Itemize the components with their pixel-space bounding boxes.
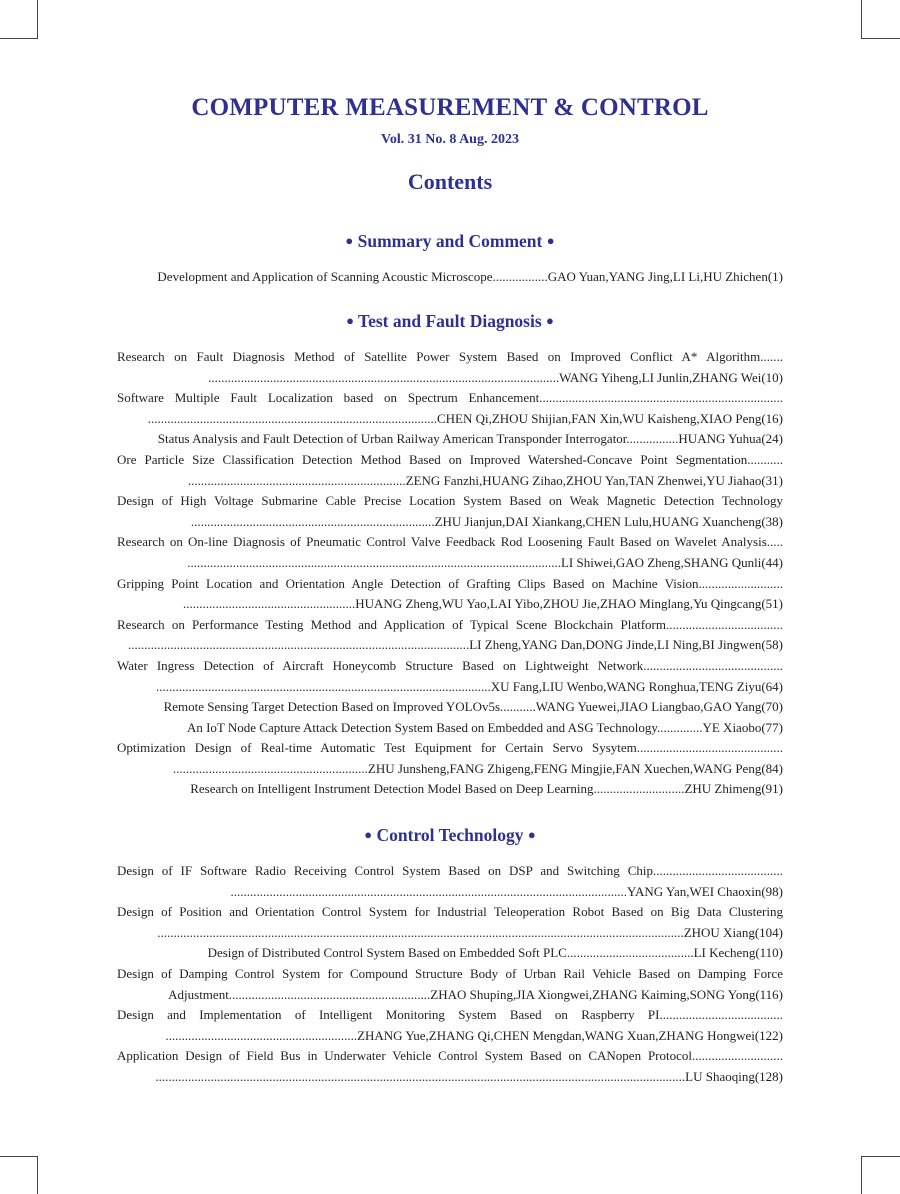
entry-line: ..........................................................................................................................YANG Yan,WEI Chaoxin(98) [230,883,783,899]
bullet-icon: ● [346,313,354,328]
entry-line: Design and Implementation of Intelligent Monitoring System Based on Raspberry PI...................................... [117,1007,783,1023]
toc-entry[interactable] [117,574,783,615]
entry-line: Software Multiple Fault Localization based on Spectrum Enhancement........................................................................... [117,390,783,406]
crop-mark-bottom-right-h [861,1156,900,1157]
bullet-icon: ● [546,233,555,248]
toc-entry[interactable] [117,347,783,388]
crop-mark-top-right-v [861,0,862,38]
bullet-icon: ● [527,827,536,842]
entry-line: Status Analysis and Fault Detection of Urban Railway American Transponder Interrogator................HUANG Yuhua(24) [157,431,783,447]
toc-entry[interactable] [117,697,783,718]
entry-line: An IoT Node Capture Attack Detection System Based on Embedded and ASG Technology..............YE Xiaobo(77) [186,719,783,735]
crop-mark-bottom-right-v [861,1156,862,1194]
crop-mark-top-left-v [37,0,38,38]
entry-line: Design of Distributed Control System Based on Embedded Soft PLC.......................................LI Kecheng(110) [207,945,783,961]
entry-line: Research on Fault Diagnosis Method of Satellite Power System Based on Improved Conflict A* Algorithm....... [117,349,783,364]
bullet-icon: ● [345,233,354,248]
entry-line: Design of High Voltage Submarine Cable Precise Location System Based on Weak Magnetic Detection Technology [117,493,783,509]
toc-entry[interactable] [117,861,783,902]
entry-line: .........................................................................................................LI Zheng,YANG Dan,DONG Jinde,LI Ning,BI Jingwen(58) [127,637,783,653]
section-title-text: Summary and Comment [357,231,543,251]
toc-entry[interactable] [117,615,783,656]
section-list-summary [117,267,783,288]
toc-entry[interactable] [117,779,783,800]
entry-line: ...................................................................................................................LI Shiwei,GAO Zheng,SHANG Qunli(44) [187,554,783,570]
toc-entry[interactable] [117,1005,783,1046]
entry-line: Gripping Point Location and Orientation Angle Detection of Grafting Clips Based on Machine Vision.......................... [117,575,783,591]
crop-mark-top-left-h [0,38,38,39]
crop-mark-top-right-h [861,38,900,39]
toc-entry[interactable] [117,388,783,429]
entry-line: Application Design of Field Bus in Underwater Vehicle Control System Based on CANopen Protocol............................ [117,1048,783,1064]
section-title-text: Test and Fault Diagnosis [358,311,542,331]
entry-line: .....................................................HUANG Zheng,WU Yao,LAI Yibo,ZHOU Jie,ZHAO Minglang,Yu Qingcang(51) [183,596,783,612]
toc-entry[interactable] [117,943,783,964]
entry-line: Development and Application of Scanning Acoustic Microscope.................GAO Yuan,YANG Jing,LI Li,HU Zhichen(1) [157,269,783,284]
entry-line: Research on On-line Diagnosis of Pneumatic Control Valve Feedback Rod Loosening Fault Based on Wavelet Analysis..... [117,534,783,550]
toc-entry[interactable] [117,964,783,1005]
section-list-control [117,861,783,1088]
entry-line: Water Ingress Detection of Aircraft Honeycomb Structure Based on Lightweight Network........................................... [117,657,783,673]
entry-line: Research on Performance Testing Method and Application of Typical Scene Blockchain Platform.................................... [117,616,783,632]
toc-entry[interactable] [117,738,783,779]
entry-line: ...................................................................................................................................................................LU Shaoqing(128) [155,1068,783,1084]
toc-entry[interactable] [117,1046,783,1087]
bullet-icon: ● [364,827,373,842]
entry-line: Adjustment..............................................................ZHAO Shuping,JIA Xiongwei,ZHANG Kaiming,SONG Yong(116) [168,986,783,1002]
toc-entry[interactable] [117,450,783,491]
entry-line: ............................................................................................................WANG Yiheng,LI Junlin,ZHANG Wei(10) [208,369,783,385]
toc-entry[interactable] [117,491,783,532]
entry-line: ............................................................ZHU Junsheng,FANG Zhigeng,FENG Mingjie,FAN Xuechen,WANG Peng(84) [172,760,783,776]
toc-entry[interactable] [117,718,783,739]
section-list-test-fault [117,347,783,800]
toc-entry[interactable] [117,267,783,288]
entry-line: ...........................................................ZHANG Yue,ZHANG Qi,CHEN Mengdan,WANG Xuan,ZHANG Hongwei(122) [165,1027,783,1043]
toc-entry[interactable] [117,429,783,450]
journal-title: COMPUTER MEASUREMENT & CONTROL [191,94,709,121]
entry-line: ...........................................................................ZHU Jianjun,DAI Xiankang,CHEN Lulu,HUANG Xuancheng(38) [190,513,783,529]
entry-line: Design of IF Software Radio Receiving Control System Based on DSP and Switching Chip........................................ [117,863,783,878]
toc-entry[interactable] [117,656,783,697]
crop-mark-bottom-left-v [37,1156,38,1194]
entry-line: ...................................................................ZENG Fanzhi,HUANG Zihao,ZHOU Yan,TAN Zhenwei,YU Jiahao(31) [187,472,783,488]
crop-mark-bottom-left-h [0,1156,38,1157]
bullet-icon: ● [546,313,554,328]
section-title-test-fault [0,311,900,332]
section-title-text: Control Technology [376,825,524,845]
entry-line: Design of Damping Control System for Compound Structure Body of Urban Rail Vehicle Based on Damping Force [117,965,783,981]
section-title-control [0,825,900,846]
issue-info: Vol. 31 No. 8 Aug. 2023 [381,132,519,147]
entry-line: .........................................................................................CHEN Qi,ZHOU Shijian,FAN Xin,WU Kaisheng,XIAO Peng(16) [147,410,783,426]
entry-line: Remote Sensing Target Detection Based on Improved YOLOv5s...........WANG Yuewei,JIAO Liangbao,GAO Yang(70) [163,699,783,715]
toc-entry[interactable] [117,532,783,573]
entry-line: Optimization Design of Real-time Automatic Test Equipment for Certain Servo Sysytem............................................. [117,740,783,756]
contents-heading: Contents [407,169,493,194]
entry-line: .......................................................................................................XU Fang,LIU Wenbo,WANG Ronghua,TENG Ziyu(64) [155,678,783,694]
entry-line: Ore Particle Size Classification Detection Method Based on Improved Watershed-Concave Point Segmentation........... [117,451,783,467]
toc-entry[interactable] [117,902,783,943]
entry-line: Research on Intelligent Instrument Detection Model Based on Deep Learning............................ZHU Zhimeng(91) [190,781,783,797]
entry-line: ..................................................................................................................................................................ZHOU Xiang(104) [157,924,783,940]
section-title-summary [0,231,900,252]
entry-line: Design of Position and Orientation Control System for Industrial Teleoperation Robot Based on Big Data Clustering [117,904,783,920]
